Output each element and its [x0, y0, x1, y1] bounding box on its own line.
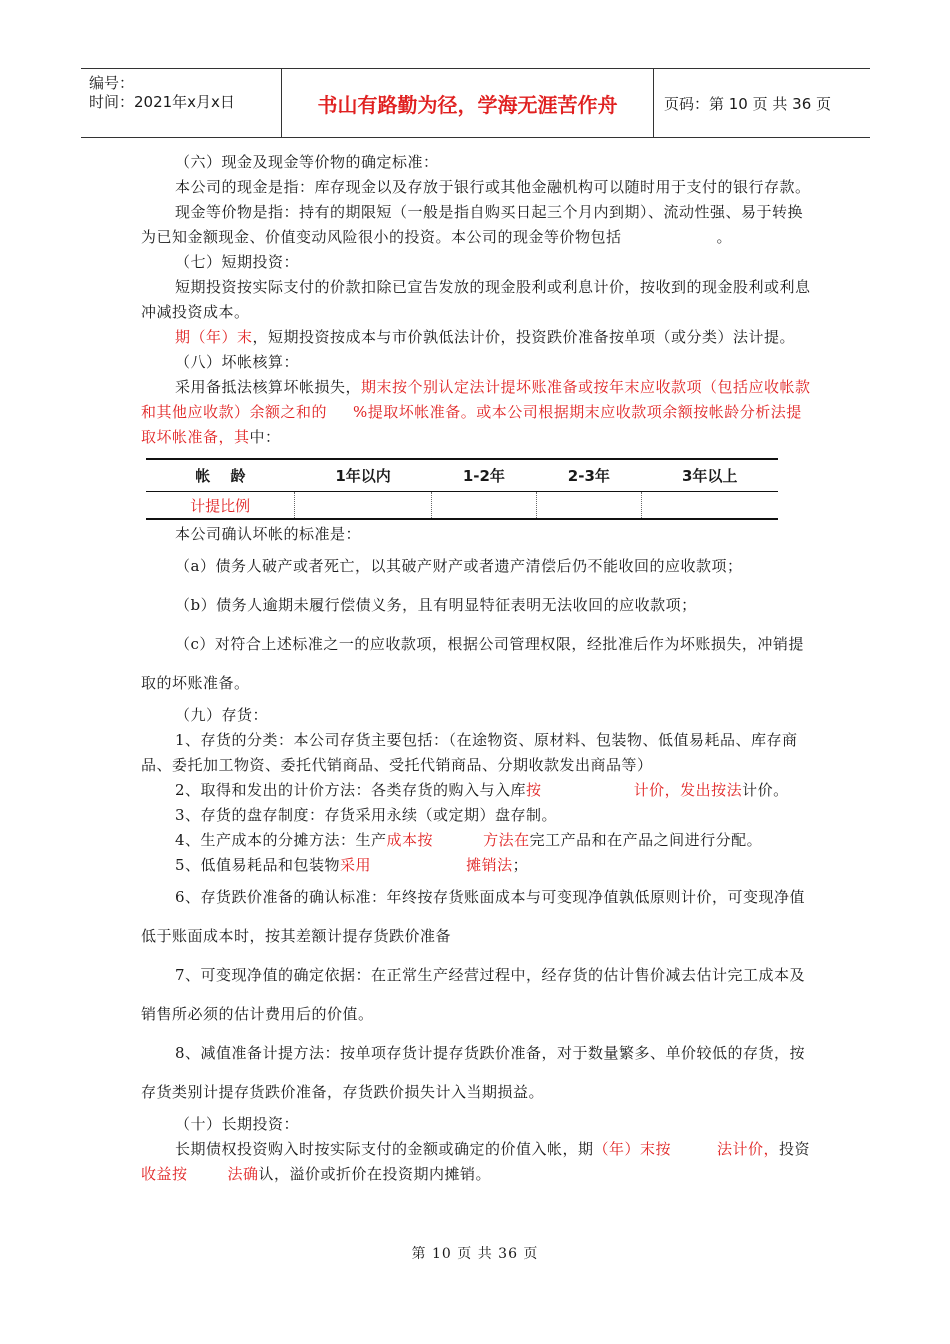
inventory-item-5: [141, 853, 816, 878]
inv5-pre: 5、低值易耗品和包装物: [175, 856, 341, 874]
criterion-b: （b）债务人逾期未履行偿债义务，且有明显特征表明无法收回的应收款项；: [175, 596, 697, 614]
p10-red-3: 收益按: [141, 1165, 188, 1183]
section-8-title: （八）坏帐核算：: [175, 353, 300, 371]
inventory-item-2: [141, 778, 816, 803]
bad-debt-pre: 采用备抵法核算坏帐损失，: [175, 378, 362, 396]
short-term-investment-body: 短期投资按实际支付的价款扣除已宣告发放的现金股利或利息计价，按收到的现金股利或利息冲减投资成本。: [141, 278, 811, 321]
page-footer: 第 10 页 共 36 页: [411, 1246, 539, 1262]
cash-equivalent-definition: [141, 200, 816, 250]
aging-header-cell: 3年以上: [641, 459, 778, 492]
inv2-red-3: 法: [726, 781, 743, 799]
page-header: [81, 68, 870, 138]
short-term-investment-valuation: [141, 325, 816, 350]
inv4-red-1: 成本按: [386, 831, 434, 849]
header-date-label: 时间：2021年x月x日: [89, 93, 235, 111]
inv2-end: 计价。: [742, 781, 789, 799]
cash-equivalent-text: 现金等价物是指：持有的期限短（一般是指自购买日起三个月内到期）、流动性强、易于转换为已知金额现金、价值变动风险很小的投资。本公司的现金等价物包括: [141, 203, 804, 246]
aging-header-cell: 1-2年: [431, 459, 536, 492]
section-7-title: （七）短期投资：: [175, 253, 300, 271]
bad-debt-red-1: 期末按个别认定法计提坏账准备或按年末应收款项（包括应收帐款和其他应收款）余额之和的: [141, 378, 811, 421]
p10-red-1: （年）末按: [593, 1140, 672, 1158]
aging-table: [146, 458, 778, 520]
inv5-red-1: 采用: [340, 856, 372, 874]
cash-equivalent-end: 。: [716, 228, 733, 246]
aging-row-cell: [536, 492, 641, 520]
period-end-highlight: 期（年）末: [175, 328, 253, 346]
criterion-a: （a）债务人破产或者死亡，以其破产财产或者遗产清偿后仍不能收回的应收款项；: [175, 557, 743, 575]
header-page-label: 页码：第 10 页 共 36 页: [664, 94, 832, 113]
aging-header-cell: 1年以内: [295, 459, 432, 492]
p10-end: 认，溢价或折价在投资期内摊销。: [258, 1165, 492, 1183]
p10-red-2: 法计价，: [717, 1140, 780, 1158]
inventory-item-3: 3、存货的盘存制度：存货采用永续（或定期）盘存制。: [175, 806, 558, 824]
aging-table-header: [146, 459, 778, 492]
inventory-item-7: 7、可变现净值的确定依据：在正常生产经营过程中，经存货的估计售价减去估计完工成本及销售所必须的估计费用后的价值。: [141, 966, 806, 1023]
document-body: [141, 150, 816, 1187]
inv2-red-2: 计价，发出按: [633, 781, 727, 799]
header-slogan: 书山有路勤为径，学海无涯苦作舟: [281, 69, 654, 137]
aging-row-cell: [431, 492, 536, 520]
inventory-item-1: 1、存货的分类：本公司存货主要包括：（在途物资、原材料、包装物、低值易耗品、库存商品、委托加工物资、委托代销商品、受托代销商品、分期收款发出商品等）: [141, 731, 798, 774]
valuation-text: ，短期投资按成本与市价孰低法计价，投资跌价准备按单项（或分类）法计提。: [252, 328, 796, 346]
inv2-red-1: 按: [526, 781, 542, 799]
header-meta: [81, 69, 281, 137]
p10-red-4: 法确: [227, 1165, 259, 1183]
inv4-red-2: 方法在: [483, 831, 530, 849]
aging-header-cell: 2-3年: [536, 459, 641, 492]
inv4-pre: 4、生产成本的分摊方法：生产: [175, 831, 387, 849]
aging-row-cell: [295, 492, 432, 520]
bad-debt-red-2: %提取坏帐准备。或本公司根据期末应收款项余额按帐龄分析法提取坏帐准备，其: [141, 403, 802, 446]
inv5-red-2: 摊销法: [466, 856, 513, 874]
long-term-investment-body: [141, 1137, 816, 1187]
aging-header-cell: 帐 龄: [146, 459, 295, 492]
section-9-title: （九）存货：: [175, 706, 269, 724]
inventory-item-6: 6、存货跌价准备的确认标准：年终按存货账面成本与可变现净值孰低原则计价，可变现净值低于账面成本时，按其差额计提存货跌价准备: [141, 888, 806, 945]
p10-pre: 长期债权投资购入时按实际支付的金额或确定的价值入帐，期: [175, 1140, 594, 1158]
inv5-end: ；: [512, 856, 529, 874]
aging-table-row: [146, 492, 778, 520]
criterion-c: （c）对符合上述标准之一的应收款项，根据公司管理权限，经批准后作为坏账损失，冲销提取的坏账准备。: [141, 635, 804, 692]
inventory-item-8: 8、减值准备计提方法：按单项存货计提存货跌价准备，对于数量繁多、单价较低的存货，按存货类别计提存货跌价准备，存货跌价损失计入当期损益。: [141, 1044, 806, 1101]
aging-row-label: 计提比例: [146, 492, 295, 520]
cash-definition: 本公司的现金是指：库存现金以及存放于银行或其他金融机构可以随时用于支付的银行存款。: [175, 178, 811, 196]
aging-row-cell: [641, 492, 778, 520]
bad-debt-criteria-intro: 本公司确认坏帐的标准是：: [175, 525, 362, 543]
section-6-title: （六）现金及现金等价物的确定标准：: [175, 153, 439, 171]
p10-mid: 投资: [779, 1140, 811, 1158]
bad-debt-end: 中：: [249, 428, 281, 446]
header-number-label: 编号：: [89, 74, 135, 92]
inventory-item-4: [141, 828, 816, 853]
inv2-pre: 2、取得和发出的计价方法：各类存货的购入与入库: [175, 781, 527, 799]
inv4-end: 完工产品和在产品之间进行分配。: [529, 831, 763, 849]
section-10-title: （十）长期投资：: [175, 1115, 300, 1133]
bad-debt-method: [141, 375, 816, 450]
